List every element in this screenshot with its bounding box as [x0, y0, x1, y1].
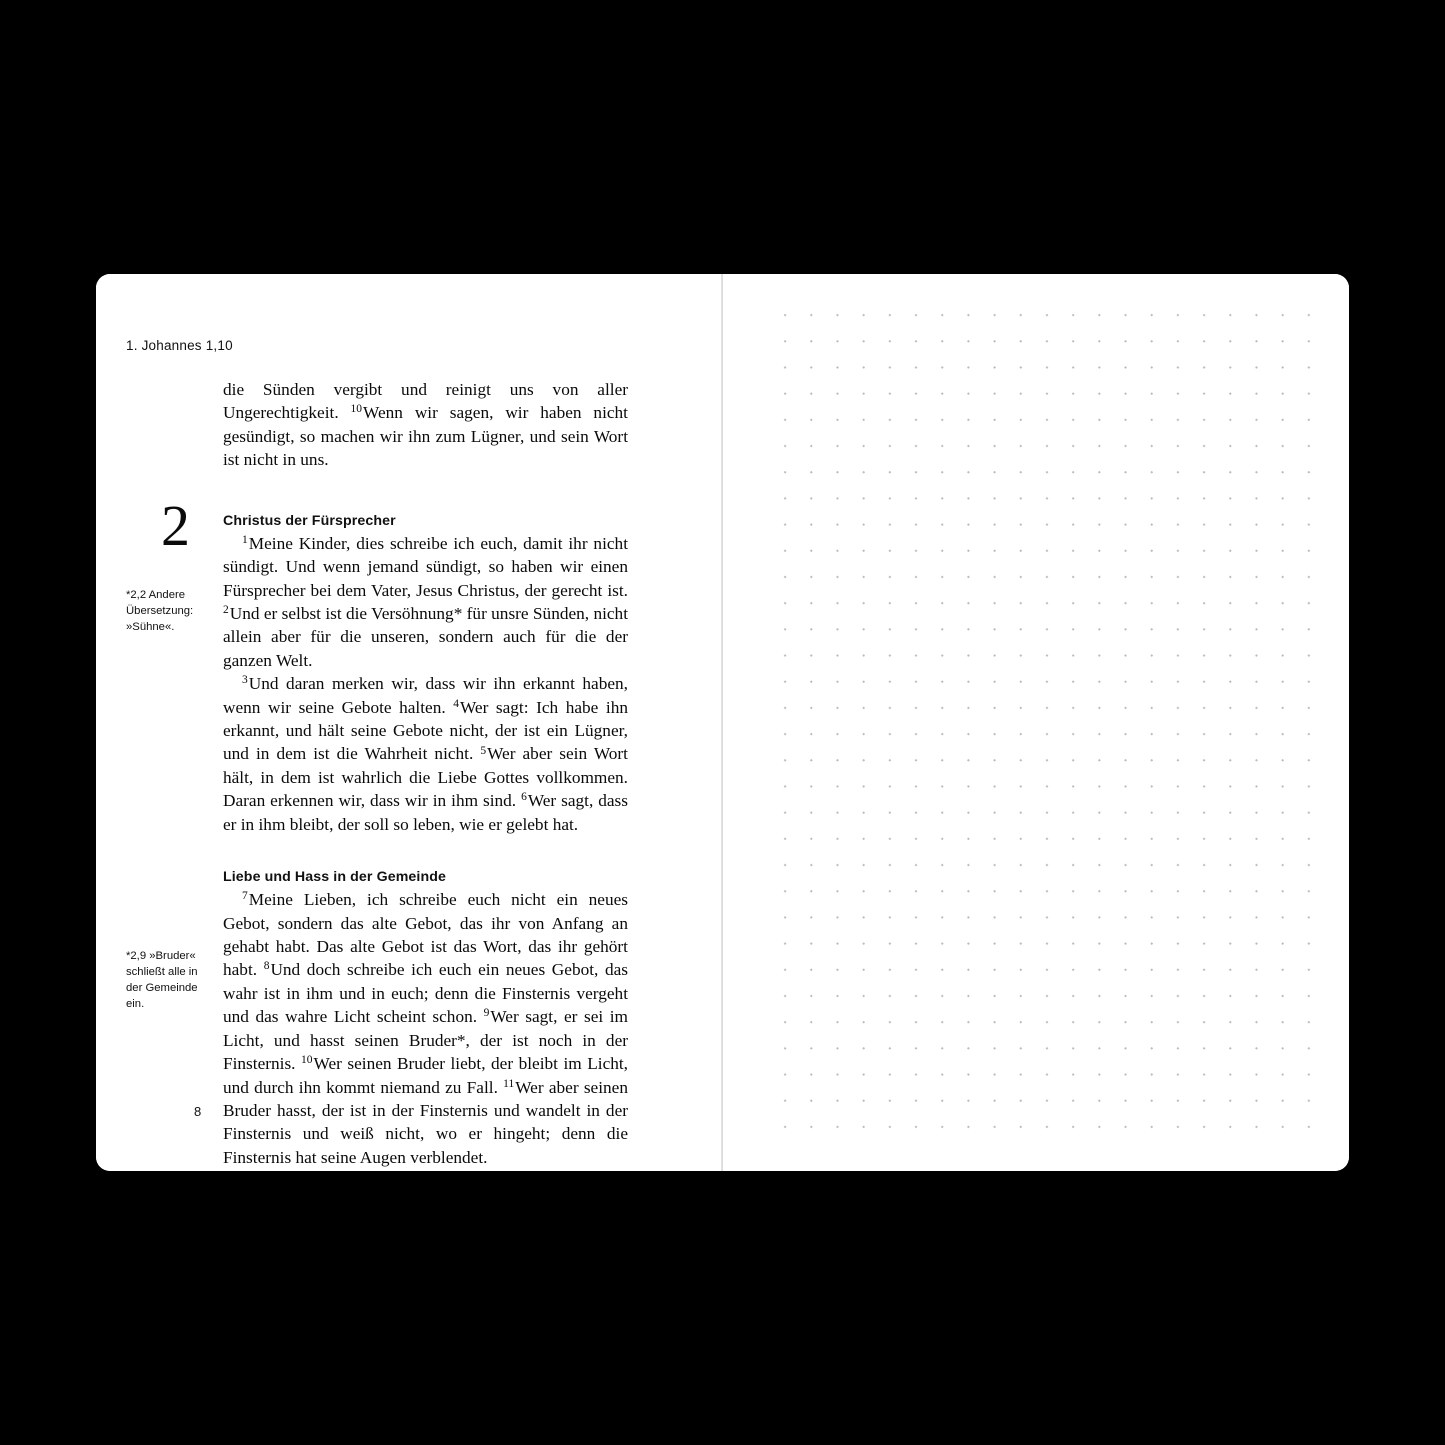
chapter-number: 2	[161, 492, 190, 558]
verse-number: 10	[301, 1054, 313, 1067]
continued-lead-text: die Sünden vergibt und reinigt uns von aller Ungerechtigkeit.	[223, 380, 628, 423]
verse-text: Wer aber sein Wort hält, in dem ist wahrlich die Liebe Gottes vollkommen. Daran erkennen wir, dass wir in ihm sind.	[223, 744, 628, 811]
verse-text: Meine Kinder, dies schreibe ich euch, damit ihr nicht sündigt. Und wenn jemand sündigt, so haben wir einen Fürsprecher bei dem Vater, Jesus Christus, der gerecht ist.	[223, 533, 628, 600]
verse-text: Und er selbst ist die Versöhnung* für unsre Sünden, nicht allein aber für die unseren, sondern auch für die der ganzen Welt.	[223, 603, 628, 670]
paragraph-continued	[223, 378, 628, 472]
verse-number: 9	[483, 1007, 490, 1020]
verse-text: Wer seinen Bruder liebt, der bleibt im Licht, und durch ihn kommt niemand zu Fall.	[223, 1054, 629, 1097]
verse-number: 3	[242, 674, 248, 687]
verse-number: 2	[223, 603, 229, 616]
verse-number: 6	[521, 791, 527, 804]
verse-text: Wer sagt, dass er in ihm bleibt, der soll so leben, wie er gelebt hat.	[223, 791, 628, 834]
margin-note: *2,9 »Bruder« schließt alle in der Gemeinde ein.	[126, 950, 198, 1011]
left-page	[96, 274, 722, 1171]
verse-number: 4	[453, 697, 459, 710]
dot-grid-area	[766, 296, 1319, 1149]
paragraph	[223, 532, 628, 673]
verse-number: 5	[480, 744, 487, 757]
verse-text: Wer sagt: Ich habe ihn erkannt, und hält seine Gebote nicht, der ist ein Lügner, und in dem ist die Wahrheit nicht.	[223, 697, 628, 764]
paragraph	[223, 672, 628, 836]
verse-number: 11	[503, 1077, 515, 1090]
right-page	[722, 274, 1349, 1171]
verse-number: 1	[242, 533, 248, 546]
verse-text: Und doch schreibe ich euch ein neues Gebot, das wahr ist in ihm und in euch; denn die Finsternis vergeht und das wahre Licht scheint schon.	[223, 960, 628, 1027]
page-number: 8	[194, 1104, 202, 1119]
verse-text: Meine Lieben, ich schreibe euch nicht ein neues Gebot, sondern das alte Gebot, das ihr von Anfang an gehabt habt. Das alte Gebot ist das Wort, das ihr gehört habt.	[223, 890, 628, 980]
verse-number: 10	[350, 403, 363, 416]
running-head: 1. Johannes 1,10	[126, 338, 233, 353]
verse-text: Wer aber seinen Bruder hasst, der ist in der Finsternis und wandelt in der Finsternis und weiß nicht, wo er hingeht; denn die Finsternis hat seine Augen verblendet.	[223, 1077, 628, 1167]
verse-number: 8	[263, 960, 270, 973]
chapter-heading: Christus der Fürsprecher	[223, 512, 396, 529]
paragraph	[223, 888, 628, 1169]
margin-note: *2,2 Andere Übersetzung: »Sühne«.	[126, 589, 194, 634]
verse-text: Und daran merken wir, dass wir ihn erkannt haben, wenn wir seine Gebote halten.	[223, 674, 628, 717]
verse-text: Wenn wir sagen, wir haben nicht gesündigt, so machen wir ihn zum Lügner, und sein Wort ist nicht in uns.	[223, 403, 628, 470]
book-gutter	[722, 274, 723, 1171]
verse-text: Wer sagt, er sei im Licht, und hasst seinen Bruder*, der ist noch in der Finsternis.	[223, 1007, 628, 1074]
open-book-spread	[96, 274, 1349, 1171]
verse-number: 7	[242, 890, 248, 903]
section-heading: Liebe und Hass in der Gemeinde	[223, 869, 446, 886]
